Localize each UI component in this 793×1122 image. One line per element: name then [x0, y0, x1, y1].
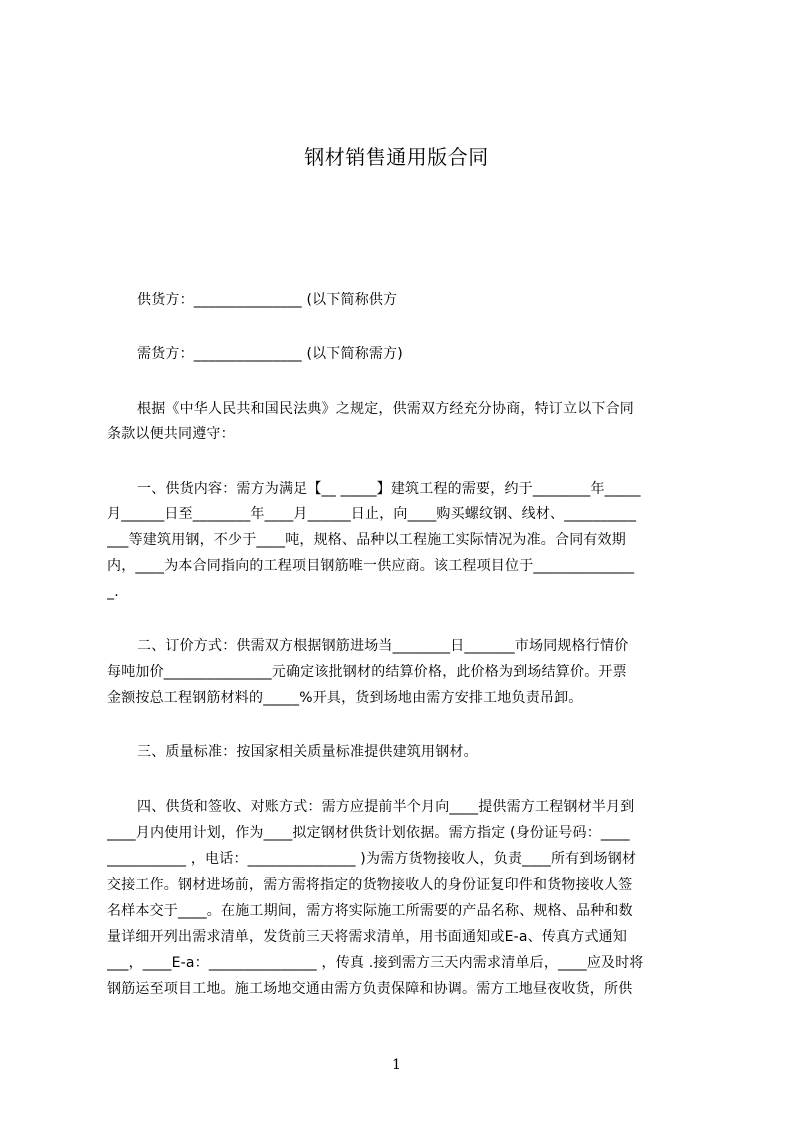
section4-line-2: ____月内使用计划，作为____拟定钢材供货计划依据。需方指定 (身份证号码：____ — [107, 825, 630, 841]
section1-line-3: ___等建筑用钢，不少于____吨，规格、品种以工程施工实际情况为准。合同有效期 — [107, 532, 626, 548]
section1-line-4: 内，____为本合同指向的工程项目钢筋唯一供应商。该工程项目位于______________ — [107, 558, 635, 574]
section2-line-2: 每吨加价_______________元确定该批钢材的结算价格，此价格为到场结算价。开票 — [107, 664, 627, 680]
section4-line-5: 名样本交于____。在施工期间，需方将实际施工所需要的产品名称、规格、品种和数 — [107, 903, 633, 919]
buyer-line: 需货方：_______________ (以下简称需方) — [137, 346, 403, 362]
section4-line-7: ___，____E-a：_______________ ，传真 .接到需方三天内需求清单后，____应及时将 — [107, 955, 644, 971]
intro-line-1: 根据《中华人民共和国民法典》之规定，供需双方经充分协商，特订立以下合同 — [137, 401, 634, 417]
section2-line-1: 二、订价方式：供需双方根据钢筋进场当________日_______市场同规格行情价 — [137, 638, 629, 654]
intro-line-2: 条款以便共同遵守： — [107, 426, 235, 442]
section4-line-6: 量详细开列出需求清单，发货前三天将需求清单，用书面通知或E-a、传真方式通知 — [107, 929, 628, 945]
section1-line-1: 一、供货内容：需方为满足【__ _____】建筑工程的需要，约于________年_____ — [137, 481, 641, 497]
section1-line-2: 月______日至________年____月______日止，向____购买螺纹钢、线材、__________ — [107, 506, 637, 522]
section1-line-5: _. — [107, 584, 119, 600]
supplier-line: 供货方：_______________ (以下简称供方 — [137, 292, 398, 308]
section2-line-3: 金额按总工程钢筋材料的_____%开具，货到场地由需方安排工地负责吊卸。 — [107, 690, 583, 706]
document-title: 钢材销售通用版合同 — [304, 145, 489, 169]
section3-line-1: 三、质量标准：按国家相关质量标准提供建筑用钢材。 — [137, 744, 478, 760]
section4-line-1: 四、供货和签收、对账方式：需方应提前半个月向____提供需方工程钢材半月到 — [137, 799, 635, 815]
section4-line-4: 交接工作。钢材进场前，需方需将指定的货物接收人的身份证复印件和货物接收人签 — [107, 877, 633, 893]
page-number: 1 — [392, 1057, 401, 1073]
section4-line-3: ___________ ，电话：_______________ )为需方货物接收人，负责____所有到场钢材 — [107, 851, 637, 867]
section4-line-8: 钢筋运至项目工地。施工场地交通由需方负责保障和协调。需方工地昼夜收货，所供 — [107, 981, 633, 997]
